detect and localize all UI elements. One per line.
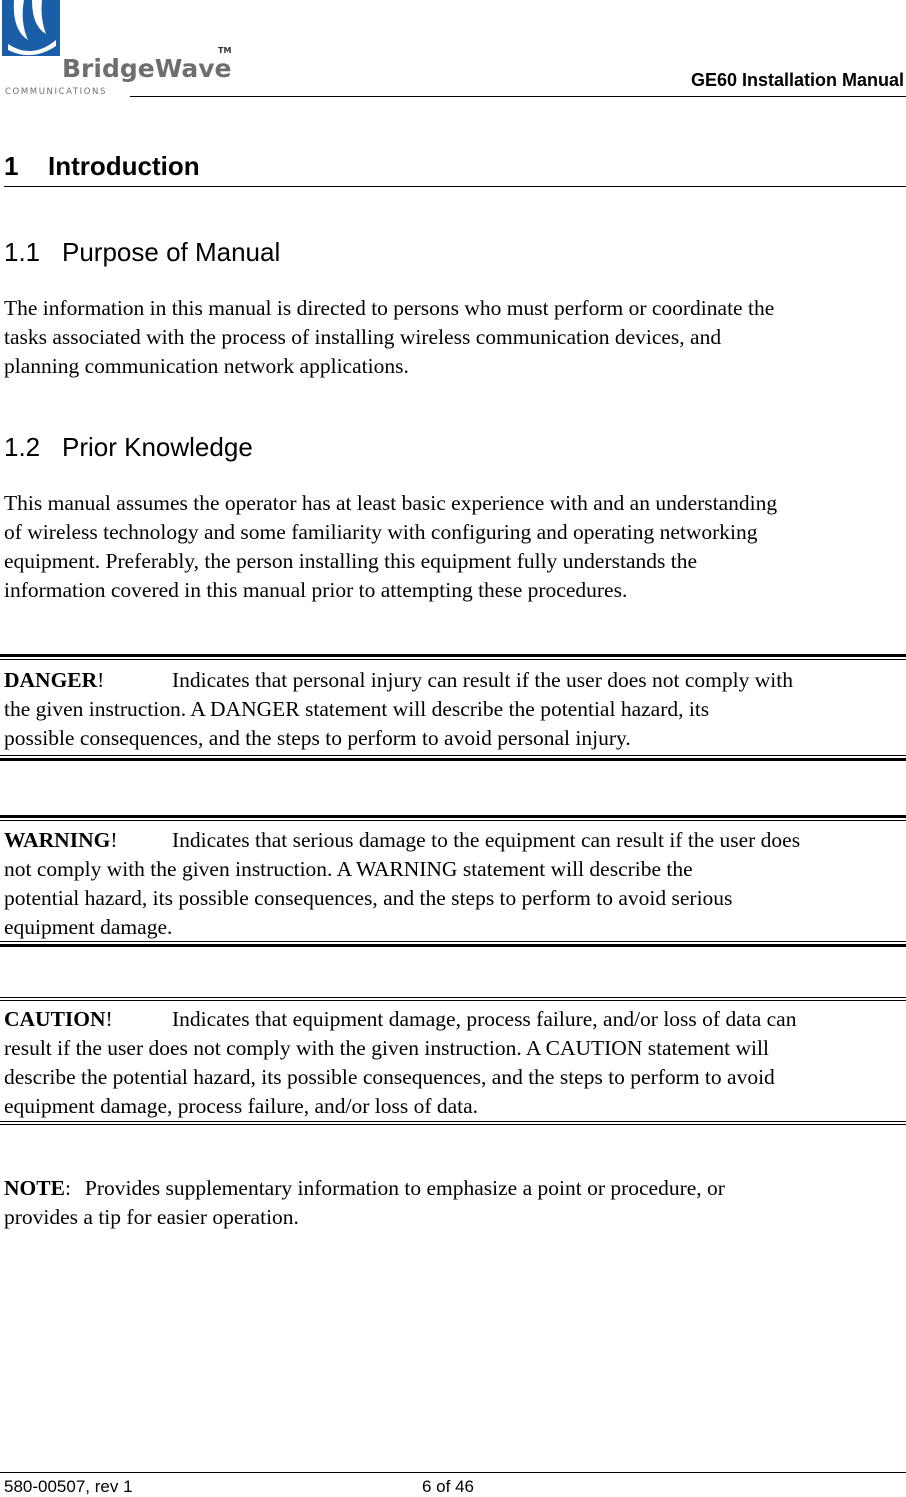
footer-page-number: 6 of 46 [422,1477,474,1496]
footer-doc-number: 580-00507, rev 1 [4,1477,133,1496]
caution-mark: ! [105,1007,113,1031]
danger-callout [4,666,906,753]
warning-mark: ! [110,828,118,852]
warning-first-line: Indicates that serious damage to the equipment can result if the user does [172,828,801,852]
header-title: GE60 Installation Manual [690,70,904,90]
section-1-heading [4,150,906,187]
callout-line: possible consequences, and the steps to perform to avoid personal injury. [4,726,631,750]
caution-callout [4,1005,906,1121]
section-1-1-paragraph [4,294,906,381]
warning-top-rule [0,815,906,821]
paragraph-line: of wireless technology and some familiarity with configuring and operating networking [4,520,758,544]
warning-callout [4,826,906,942]
logo-subtitle: COMMUNICATIONS [5,87,108,97]
section-1-1-title: Purpose of Manual [62,237,281,267]
footer-rule [0,1472,906,1473]
logo-trademark: TM [218,46,232,55]
note-label: NOTE [4,1176,65,1200]
section-1-2-title: Prior Knowledge [62,432,253,462]
callout-line: equipment damage, process failure, and/or loss of data. [4,1094,479,1118]
callout-line: potential hazard, its possible consequences, and the steps to perform to avoid serious [4,886,733,910]
danger-mark: ! [97,668,105,692]
page-header [0,0,906,98]
section-1-number: 1 [4,151,19,181]
paragraph-line: planning communication network applications. [4,354,409,378]
warning-bottom-rule [0,941,906,947]
callout-line: equipment damage. [4,915,173,939]
note-first-line: Provides supplementary information to emphasize a point or procedure, or [84,1176,725,1200]
section-1-2-paragraph [4,489,906,605]
warning-label: WARNING [4,828,111,852]
note-colon: : [64,1176,71,1200]
callout-line: the given instruction. A DANGER statement will describe the potential hazard, its [4,697,710,721]
danger-label: DANGER [4,668,98,692]
caution-label: CAUTION [4,1007,106,1031]
callout-line: result if the user does not comply with the given instruction. A CAUTION statement will [4,1036,769,1060]
header-rule [130,96,906,97]
paragraph-line: tasks associated with the process of installing wireless communication devices, and [4,325,722,349]
section-1-1-number: 1.1 [4,237,41,267]
paragraph-line: equipment. Preferably, the person installing this equipment fully understands the [4,549,698,573]
caution-top-rule [0,997,906,1001]
callout-line: not comply with the given instruction. A WARNING statement will describe the [4,857,693,881]
note-block [4,1174,906,1232]
section-1-title: Introduction [48,151,200,181]
section-1-2-heading [4,431,253,463]
section-1-1-heading [4,236,280,268]
danger-top-rule [0,654,906,660]
danger-first-line: Indicates that personal injury can result if the user does not comply with [172,668,793,692]
callout-line: describe the potential hazard, its possible consequences, and the steps to perform to avoid [4,1065,775,1089]
paragraph-line: The information in this manual is directed to persons who must perform or coordinate the [4,296,775,320]
paragraph-line: This manual assumes the operator has at least basic experience with and an understanding [4,491,778,515]
caution-first-line: Indicates that equipment damage, process failure, and/or loss of data can [172,1007,797,1031]
danger-bottom-rule [0,755,906,761]
logo-wordmark: BridgeWave [62,54,232,83]
section-1-2-number: 1.2 [4,432,41,462]
caution-bottom-rule [0,1121,906,1125]
paragraph-line: information covered in this manual prior to attempting these procedures. [4,578,628,602]
bridgewave-logo-mark-icon [2,0,60,56]
bridgewave-logo [2,0,232,98]
note-line: provides a tip for easier operation. [4,1205,299,1229]
